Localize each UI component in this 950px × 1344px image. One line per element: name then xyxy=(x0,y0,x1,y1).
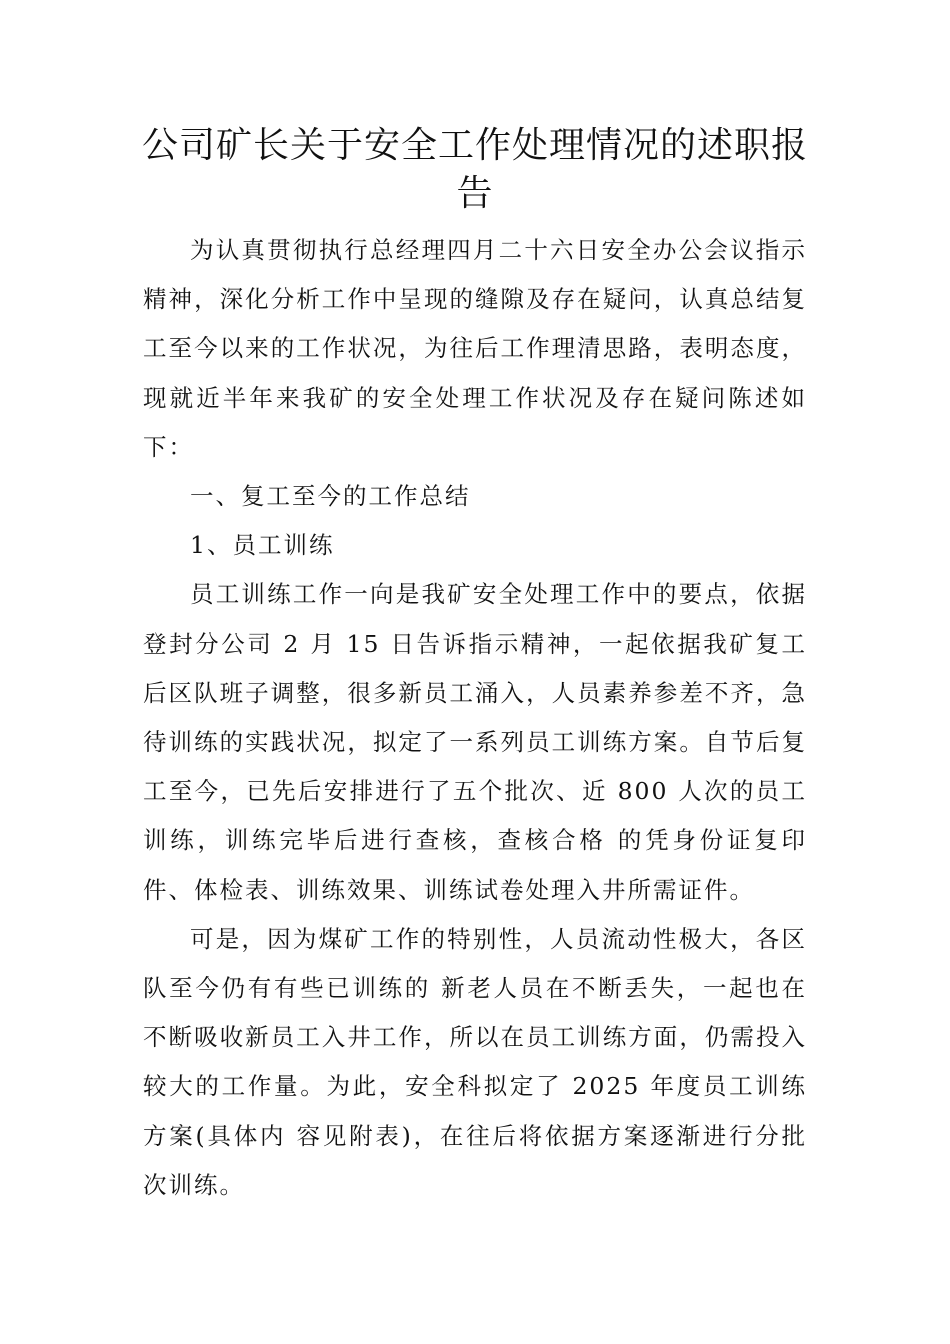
training-plan-paragraph: 可是，因为煤矿工作的特别性，人员流动性极大，各区队至今仍有有些已训练的 新老人员在不断丢失，一起也在不断吸收新员工入井工作，所以在员工训练方面，仍需投入较大的工作量。为此，安全科拟定了 2025 年度员工训练方案(具体内 容见附表)，在往后将依据方案逐渐进行分批次训练。 xyxy=(143,924,807,1199)
section-heading: 一、复工至今的工作总结 xyxy=(190,482,471,511)
subsection-heading: 1、员工训练 xyxy=(190,531,335,560)
document-body xyxy=(143,226,807,1210)
training-paragraph: 员工训练工作一向是我矿安全处理工作中的要点，依据登封分公司 2 月 15 日告诉指示精神，一起依据我矿复工后区队班子调整，很多新员工涌入，人员素养参差不齐，急待训练的实践状况，拟定了一系列员工训练方案。自节后复工至今，已先后安排进行了五个批次、近 800 人次的员工训练，训练完毕后进行查核，查核合格 的凭身份证复印件、体检表、训练效果、训练试卷处理入井所需证件。 xyxy=(143,580,807,904)
intro-paragraph: 为认真贯彻执行总经理四月二十六日安全办公会议指示精神，深化分析工作中呈现的缝隙及存在疑问，认真总结复工至今以来的工作状况，为往后工作理清思路，表明态度，现就近半年来我矿的安全处理工作状况及存在疑问陈述如下： xyxy=(143,236,807,461)
document-title: 公司矿长关于安全工作处理情况的述职报告 xyxy=(141,125,808,214)
